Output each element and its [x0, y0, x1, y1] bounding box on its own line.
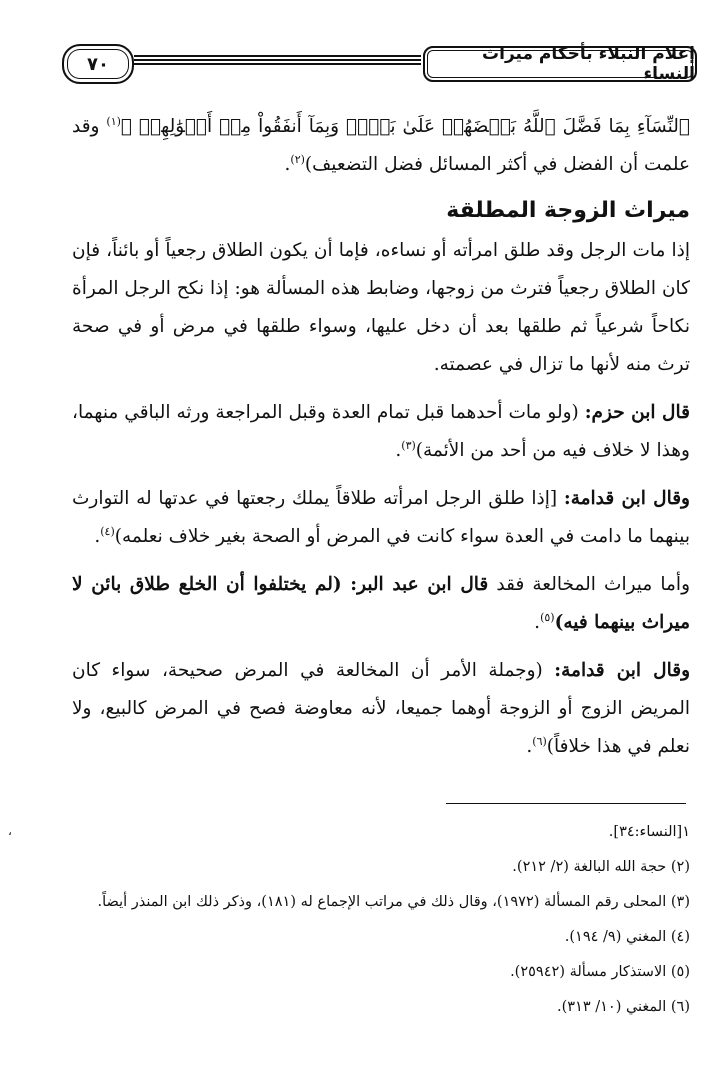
quote-source-ibn-qudama: وقال ابن قدامة:	[563, 488, 690, 509]
section-title: ميراث الزوجة المطلقة	[446, 198, 690, 223]
quote-source-ibn-hazm: قال ابن حزم:	[584, 402, 690, 423]
paragraph-3-end: .	[395, 440, 402, 461]
paragraph-4-end: .	[94, 526, 101, 547]
footnote-6: (٦) المغني (١٠/ ٣١٣).	[556, 999, 690, 1015]
page-number: ٧٠	[62, 44, 134, 84]
footnote-ref-3: (٣)	[401, 438, 416, 452]
paragraph-6-body: (وجملة الأمر أن المخالعة في المرض صحيحة، سواء كان المريض الزوج أو الزوجة أوهما جميعا، لأنه معاوضة فصح في المرض كالبيع، ولا نعلم في هذا خلافاً)	[72, 660, 690, 757]
footnote-ref-4: (٤)	[100, 524, 115, 538]
footnote-1: ١[النساء:٣٤].	[608, 824, 690, 840]
footnote-ref-6: (٦)	[532, 734, 547, 748]
paragraph-1-tail: وقد علمت أن	[72, 116, 690, 175]
paragraph-1-end: .	[284, 154, 291, 175]
paragraph-5-end: .	[534, 612, 541, 633]
paragraph-1	[72, 108, 690, 184]
footnote-separator	[446, 803, 686, 804]
paragraph-3	[72, 394, 690, 470]
paragraph-3-body: (ولو مات أحدهما قبل تمام العدة وقبل المراجعة ورثه الباقي منهما، وهذا لا خلاف فيه من أحد من الأئمة)	[72, 402, 690, 461]
paragraph-2: إذا مات الرجل وقد طلق امرأته أو نساءه، فإما أن يكون الطلاق رجعياً أو بائناً، فإن كان الطلاق رجعياً فترث من زوجها، وضابط هذه المسألة هو: إذا نكح الرجل المرأة نكاحاً شرعياً ثم طلقها بعد أن دخل عليها، وسواء طلقها في مرض أو في صحة ترث منه لأنها ما تزال في عصمته.	[72, 240, 690, 375]
paragraph-5-start: وأما ميراث المخالعة فقد	[488, 574, 690, 595]
footnote-2: (٢) حجة الله البالغة (٢/ ٢١٢).	[512, 859, 690, 875]
margin-mark: ،	[8, 824, 12, 838]
footnote-ref-1: (١)	[106, 114, 121, 128]
footnote-ref-2: (٢)	[290, 152, 305, 166]
footnote-5: (٥) الاستذكار مسألة (٢٥٩٤٢).	[510, 964, 690, 980]
paragraph-1-line-2: الفضل في أكثر المسائل فضل التضعيف)	[304, 154, 614, 175]
paragraph-5-quote: (لم يختلفوا أن الخلع طلاق بائن لا ميراث بينهما فيه)	[72, 574, 690, 633]
paragraph-4	[72, 480, 690, 556]
header-rule	[134, 55, 421, 69]
footnotes	[72, 815, 690, 1025]
footnote-ref-5: (٥)	[540, 610, 555, 624]
quote-source-ibn-qudama-2: وقال ابن قدامة:	[554, 660, 690, 681]
paragraph-4-body: [إذا طلق الرجل امرأته طلاقاً يملك رجعتها في عدتها له التوارث بينهما ما دامت في العدة سواء كانت في المرض أو الصحة بغير خلاف نعلمه)	[72, 488, 690, 547]
footnote-4: (٤) المغني (٩/ ١٩٤).	[564, 929, 690, 945]
paragraph-6-end: .	[526, 736, 533, 757]
quran-verse: ﭐﻟﻨِّﺴَﺎٓءِ بِمَا فَضَّلَ ٱللَّهُ بَعۡضَهُمۡ عَلَىٰ بَعۡضٖ وَبِمَآ أَنفَقُواْ مِنۡ أَمۡوَٰلِهِمۡ ﴾	[120, 116, 690, 137]
book-title: إعلام النبلاء بأحكام ميراث النساء	[423, 46, 697, 82]
footnote-3: (٣) المحلى رقم المسألة (١٩٧٢)، وقال ذلك في مراتب الإجماع له (١٨١)، وذكر ذلك ابن المنذر أيضاً.	[97, 894, 690, 910]
page-header	[62, 44, 697, 90]
paragraph-5	[72, 566, 690, 642]
main-text	[72, 108, 690, 766]
paragraph-6	[72, 652, 690, 766]
quote-source-ibn-abd-al-barr: قال ابن عبد البر:	[350, 574, 489, 595]
